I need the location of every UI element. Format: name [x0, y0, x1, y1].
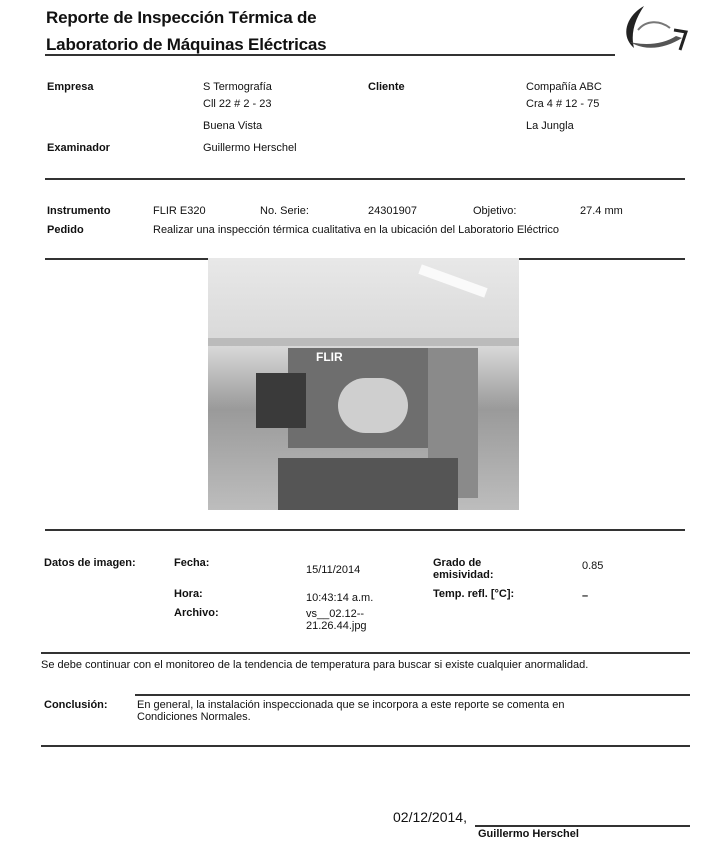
divider — [41, 745, 690, 747]
conclusion-line-1: En general, la instalación inspeccionada que se incorpora a este reporte se comenta en — [137, 699, 565, 711]
file-label: Archivo: — [174, 607, 219, 619]
time-value: 10:43:14 a.m. — [306, 592, 374, 604]
company-address: Cll 22 # 2 - 23 — [203, 98, 272, 110]
signature-line — [475, 825, 690, 827]
client-address: Cra 4 # 12 - 75 — [526, 98, 600, 110]
divider — [45, 529, 685, 531]
title-underline — [45, 54, 615, 56]
refl-temp-label: Temp. refl. [°C]: — [433, 588, 515, 600]
title-line-2: Laboratorio de Máquinas Eléctricas — [46, 35, 327, 54]
order-value: Realizar una inspección térmica cualitativa en la ubicación del Laboratorio Eléctrico — [153, 224, 559, 236]
client-name: Compañía ABC — [526, 81, 602, 93]
examiner-label: Examinador — [47, 142, 110, 154]
lens-label: Objetivo: — [473, 205, 517, 217]
serial-value: 24301907 — [368, 205, 417, 217]
emissivity-label-1: Grado de — [433, 557, 482, 569]
emissivity-value: 0.85 — [582, 560, 604, 572]
company-city: Buena Vista — [203, 120, 263, 132]
conclusion-line-2: Condiciones Normales. — [137, 711, 251, 723]
client-city: La Jungla — [526, 120, 574, 132]
conclusion-label: Conclusión: — [44, 699, 108, 711]
date-label: Fecha: — [174, 557, 210, 569]
image-data-label: Datos de imagen: — [44, 557, 136, 569]
signature-name: Guillermo Herschel — [478, 828, 579, 840]
client-label: Cliente — [368, 81, 405, 93]
divider — [135, 694, 690, 696]
emissivity-label-2: emisividad: — [433, 569, 494, 581]
date-value: 15/11/2014 — [306, 564, 361, 576]
inspection-photo — [208, 258, 519, 510]
order-label: Pedido — [47, 224, 84, 236]
instrument-value: FLIR E320 — [153, 205, 206, 217]
recommendation-text: Se debe continuar con el monitoreo de la tendencia de temperatura para buscar si existe cualquier anormalidad. — [41, 659, 589, 671]
company-label: Empresa — [47, 81, 94, 93]
title-line-1: Reporte de Inspección Térmica de — [46, 8, 317, 27]
time-label: Hora: — [174, 588, 203, 600]
file-line-1: vs__02.12-- — [306, 608, 365, 620]
company-name: S Termografía — [203, 81, 272, 93]
refl-temp-value: – — [582, 590, 589, 602]
swirl-logo-icon — [616, 2, 688, 54]
file-line-2: 21.26.44.jpg — [306, 620, 367, 632]
signature-date: 02/12/2014, — [393, 809, 467, 825]
instrument-label: Instrumento — [47, 205, 111, 217]
serial-label: No. Serie: — [260, 205, 309, 217]
lens-value: 27.4 mm — [580, 205, 623, 217]
divider — [45, 178, 685, 180]
divider — [41, 652, 690, 654]
flir-watermark: FLIR — [316, 350, 343, 364]
examiner-name: Guillermo Herschel — [203, 142, 297, 154]
